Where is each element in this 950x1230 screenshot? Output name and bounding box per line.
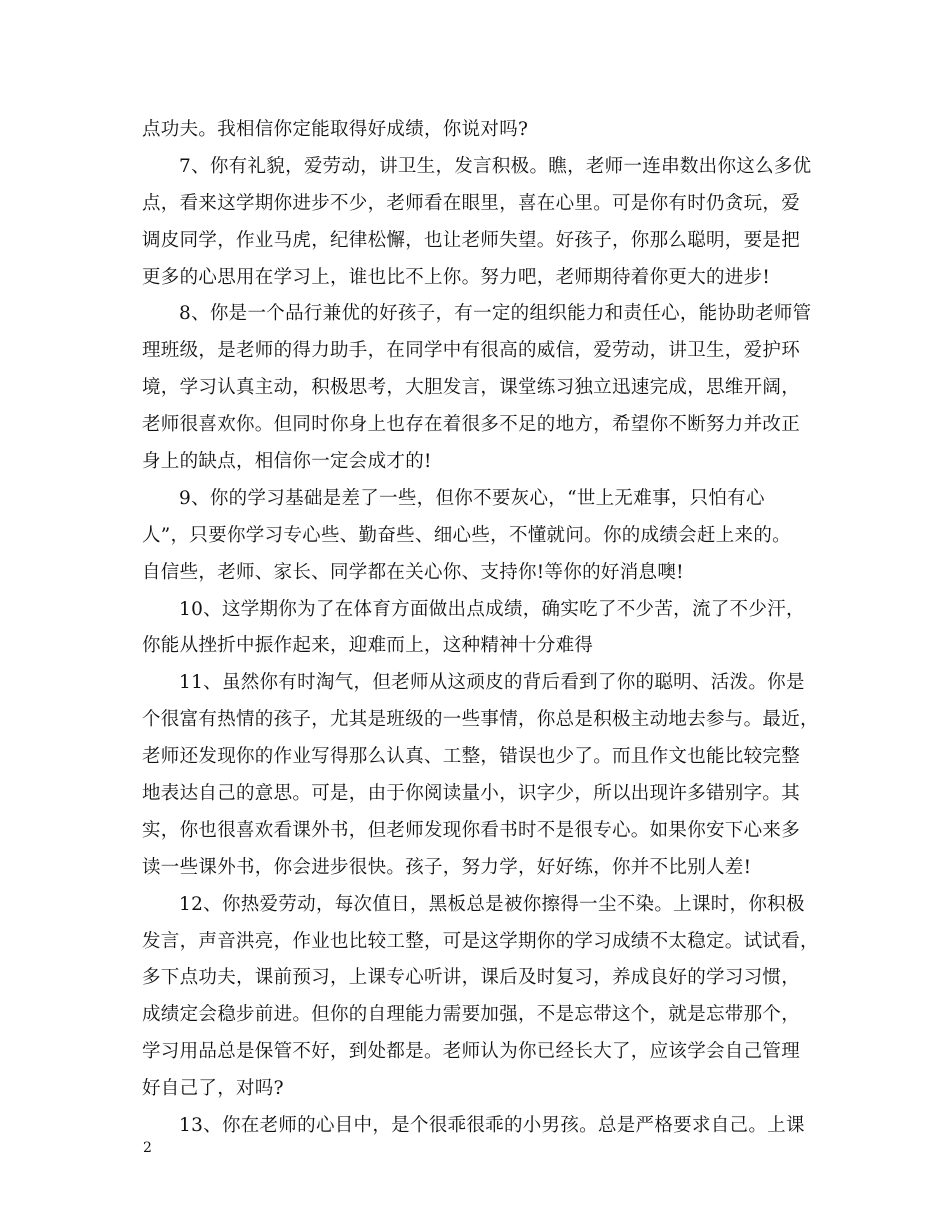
text-line: 老师很喜欢你。但同时你身上也存在着很多不足的地方，希望你不断努力并改正 — [142, 414, 801, 436]
text-line: 11、虽然你有时淘气，但老师从这顽皮的背后看到了你的聪明、活泼。你是 — [179, 672, 805, 694]
text-line: 境，学习认真主动，积极思考，大胆发言，课堂练习独立迅速完成，思维开阔， — [142, 377, 801, 399]
text-line: 9、你的学习基础是差了一些，但你不要灰心，“世上无难事，只怕有心 — [179, 487, 765, 509]
text-line: 成绩定会稳步前进。但你的自理能力需要加强，不是忘带这个，就是忘带那个， — [142, 1004, 801, 1026]
text-line: 13、你在老师的心目中，是个很乖很乖的小男孩。总是严格要求自己。上课 — [179, 1115, 805, 1137]
text-line: 读一些课外书，你会进步很快。孩子，努力学，好好练，你并不比别人差! — [142, 856, 752, 878]
text-line: 发言，声音洪亮，作业也比较工整，可是这学期你的学习成绩不太稳定。试试看， — [142, 930, 819, 952]
text-line: 好自己了，对吗? — [142, 1078, 284, 1100]
text-line: 地表达自己的意思。可是，由于你阅读量小，识字少，所以出现许多错别字。其 — [142, 783, 801, 805]
text-line: 身上的缺点，相信你一定会成才的! — [142, 451, 432, 473]
text-line: 调皮同学，作业马虎，纪律松懈，也让老师失望。好孩子，你那么聪明，要是把 — [142, 229, 801, 251]
text-line: 实，你也很喜欢看课外书，但老师发现你看书时不是很专心。如果你安下心来多 — [142, 819, 801, 841]
text-line: 7、你有礼貌，爱劳动，讲卫生，发言积极。瞧，老师一连串数出你这么多优 — [179, 155, 812, 177]
text-line: 多下点功夫，课前预习，上课专心听讲，课后及时复习，养成良好的学习习惯， — [142, 967, 801, 989]
text-line: 学习用品总是保管不好，到处都是。老师认为你已经长大了，应该学会自己管理 — [142, 1041, 801, 1063]
text-line: 点功夫。我相信你定能取得好成绩，你说对吗? — [142, 119, 529, 140]
text-line: 人”，只要你学习专心些、勤奋些、细心些，不懂就问。你的成绩会赶上来的。 — [142, 524, 791, 546]
text-line: 12、你热爱劳动，每次值日，黑板总是被你擦得一尘不染。上课时，你积极 — [179, 893, 805, 915]
text-line: 更多的心思用在学习上，谁也比不上你。努力吧，老师期待着你更大的进步! — [142, 266, 771, 288]
page-number: 2 — [143, 1140, 152, 1156]
text-line: 理班级，是老师的得力助手，在同学中有很高的威信，爱劳动，讲卫生，爱护环 — [142, 340, 801, 362]
text-line: 你能从挫折中振作起来，迎难而上，这种精神十分难得 — [142, 635, 594, 657]
text-line: 10、这学期你为了在体育方面做出点成绩，确实吃了不少苦，流了不少汗， — [179, 598, 805, 620]
document-body — [142, 112, 822, 1145]
text-line: 老师还发现你的作业写得那么认真、工整，错误也少了。而且作文也能比较完整 — [142, 746, 801, 768]
text-line: 自信些，老师、家长、同学都在关心你、支持你!等你的好消息噢! — [142, 561, 684, 583]
text-line: 点，看来这学期你进步不少，老师看在眼里，喜在心里。可是你有时仍贪玩，爱 — [142, 192, 801, 214]
text-line: 个很富有热情的孩子，尤其是班级的一些事情，你总是积极主动地去参与。最近， — [142, 709, 819, 731]
text-line: 8、你是一个品行兼优的好孩子，有一定的组织能力和责任心，能协助老师管 — [179, 303, 812, 325]
